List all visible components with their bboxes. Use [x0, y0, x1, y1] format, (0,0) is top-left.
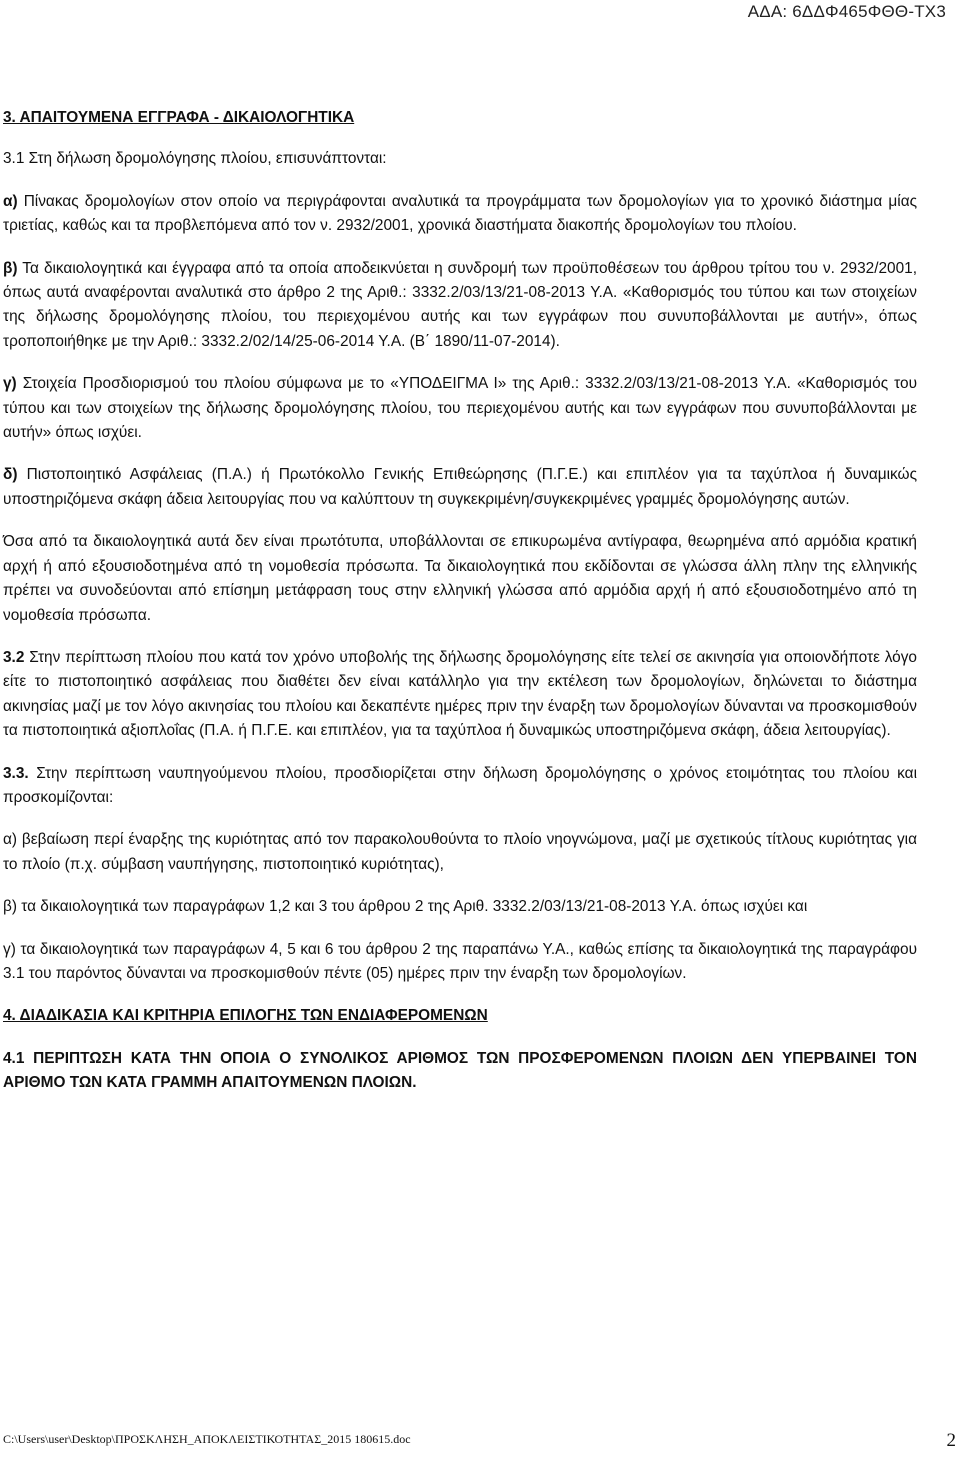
item-a-text: Πίνακας δρομολογίων στον οποίο να περιγράφονται αναλυτικά τα προγράμματα των δρομολογίων για το χρονικό διάστημα μίας τριετίας, καθώς και τα προβλεπόμενα από τον ν. 2932/2001, χρονικά διαστήματα διακοπής δρομολογίων του πλοίου.	[3, 192, 918, 235]
item-b	[3, 257, 917, 355]
item-b-text: Τα δικαιολογητικά και έγγραφα από τα οποία αποδεικνύεται η συνδρομή των προϋποθέσεων του άρθρου τρίτου του ν. 2932/2001, όπως αυτά αναφέρονται αναλυτικά στο άρθρο 2 της Αριθ.: 3332.2/03/13/21-08-2013 Υ.Α. «Καθορισμός του τύπου και των στοιχείων της δήλωσης δρομολόγησης πλοίου, του περιεχομένου αυτής και των εγγράφων που συνυποβάλλονται με αυτήν», όπως τροποποιήθηκε με την Αριθ.: 3332.2/02/14/25-06-2014 Υ.Α. (Β΄ 1890/11-07-2014).	[3, 259, 917, 350]
item-d-label: δ)	[3, 466, 18, 484]
paragraph-3-2-number: 3.2	[3, 648, 25, 666]
item-c	[3, 372, 917, 445]
item-c-label: γ)	[3, 375, 17, 393]
paragraph-3-2-text: Στην περίπτωση πλοίου που κατά τον χρόνο υποβολής της δήλωσης δρομολόγησης είτε τελεί σε ακινησία για οποιονδήποτε λόγο είτε το πιστοποιητικό ασφάλειας που διαθέτει δεν είναι κατάλληλο για την εκτέλεση των δρομολογίων, δηλώνεται το διάστημα ακινησίας μαζί με τον λόγο ακινησίας του πλοίου και δεκαπέντε ημέρες πριν την έναρξη των δρομολογίων δύνανται να προσκομισθούν τα πιστοποιητικά αξιοπλοΐας (Π.Α. ή Π.Γ.Ε. και επιπλέον, για τα ταχύπλοα ή δυναμικώς υποστηριζόμενα σκάφη, άδεια λειτουργίας).	[3, 648, 917, 740]
paragraph-3-3	[3, 762, 917, 811]
paragraph-4-1: 4.1 ΠΕΡΙΠΤΩΣΗ ΚΑΤΑ ΤΗΝ ΟΠΟΙΑ Ο ΣΥΝΟΛΙΚΟΣ ΑΡΙΘΜΟΣ ΤΩΝ ΠΡΟΣΦΕΡΟΜΕΝΩΝ ΠΛΟΙΩΝ ΔΕΝ ΥΠΕΡΒΑΙΝΕΙ ΤΟΝ ΑΡΙΘΜΟ ΤΩΝ ΚΑΤΑ ΓΡΑΜΜΗ ΑΠΑΙΤΟΥΜΕΝΩΝ ΠΛΟΙΩΝ.	[3, 1049, 917, 1092]
item-a-label: α)	[3, 192, 18, 210]
section-4-title: 4. ΔΙΑΔΙΚΑΣΙΑ ΚΑΙ ΚΡΙΤΗΡΙΑ ΕΠΙΛΟΓΗΣ ΤΩΝ ΕΝΔΙΑΦΕΡΟΜΕΝΩΝ	[3, 1007, 488, 1025]
paragraph-3-3-number: 3.3.	[3, 764, 29, 782]
page-number: 2	[946, 1430, 956, 1451]
footer-file-path: C:\Users\user\Desktop\ΠΡΟΣΚΛΗΣΗ_ΑΠΟΚΛΕΙΣΤΙΚΟΤΗΤΑΣ_2015 180615.doc	[3, 1432, 411, 1446]
paragraph-3-2	[3, 646, 917, 744]
paragraph-3-3-a: α) βεβαίωση περί έναρξης της κυριότητας από τον παρακολουθούντα το πλοίο νηογνώμονα, μαζί με σχετικούς τίτλους κυριότητας για το πλοίο (π.χ. σύμβαση ναυπήγησης, πιστοποιητικό κυριότητας),	[3, 831, 917, 873]
item-d-text: Πιστοποιητικό Ασφάλειας (Π.Α.) ή Πρωτόκολλο Γενικής Επιθεώρησης (Π.Γ.Ε.) και επιπλέον για τα ταχύπλοα ή δυναμικώς υποστηριζόμενα σκάφη άδεια λειτουργίας που να καλύπτουν τη συγκεκριμένη/συγκεκριμένες γραμμές δρομολόγησης αυτών.	[3, 466, 917, 508]
paragraph-3-3-c: γ) τα δικαιολογητικά των παραγράφων 4, 5 και 6 του άρθρου 2 της παραπάνω Υ.Α., καθώς επίσης τα δικαιολογητικά της παραγράφου 3.1 του παρόντος δύνανται να προσκομισθούν πέντε (05) ημέρες πριν την έναρξη των δρομολογίων.	[3, 940, 917, 982]
item-a	[3, 190, 917, 239]
item-d	[3, 463, 917, 512]
ada-code: ΑΔΑ: 6ΔΔΦ465ΦΘΘ-ΤΧ3	[747, 2, 946, 21]
document-body	[3, 100, 917, 1096]
item-b-label: β)	[3, 259, 18, 277]
item-c-text: Στοιχεία Προσδιορισμού του πλοίου σύμφωνα με το «ΥΠΟΔΕΙΓΜΑ Ι» της Αριθ.: 3332.2/03/13/21-08-2013 Υ.Α. «Καθορισμός του τύπου και των στοιχείων της δήλωσης δρομολόγησης πλοίου, του περιεχομένου αυτής και των εγγράφων που συνυποβάλλονται με αυτήν» όπως ισχύει.	[3, 375, 917, 442]
originals-paragraph: Όσα από τα δικαιολογητικά αυτά δεν είναι πρωτότυπα, υποβάλλονται σε επικυρωμένα αντίγραφα, θεωρημένα από αρμόδια κρατική αρχή ή από εξουσιοδοτημένα από τη νομοθεσία πρόσωπα. Τα δικαιολογητικά που εκδίδονται σε γλώσσα άλλη πλην της ελληνικής πρέπει να συνοδεύονται από επίσημη μετάφραση τους στην ελληνική γλώσσα από αρμόδια αρχή ή από εξουσιοδοτημένο από τη νομοθεσία πρόσωπα.	[3, 533, 917, 624]
paragraph-3-1: 3.1 Στη δήλωση δρομολόγησης πλοίου, επισυνάπτονται:	[3, 150, 387, 168]
paragraph-3-3-b: β) τα δικαιολογητικά των παραγράφων 1,2 και 3 του άρθρου 2 της Αριθ. 3332.2/03/13/21-08-2013 Υ.Α. όπως ισχύει και	[3, 898, 808, 916]
section-3-title: 3. ΑΠΑΙΤΟΥΜΕΝΑ ΕΓΓΡΑΦΑ - ΔΙΚΑΙΟΛΟΓΗΤΙΚΑ	[3, 109, 355, 126]
paragraph-3-3-text: Στην περίπτωση ναυπηγούμενου πλοίου, προσδιορίζεται στην δήλωση δρομολόγησης ο χρόνος ετοιμότητας του πλοίου και προσκομίζονται:	[3, 764, 917, 806]
